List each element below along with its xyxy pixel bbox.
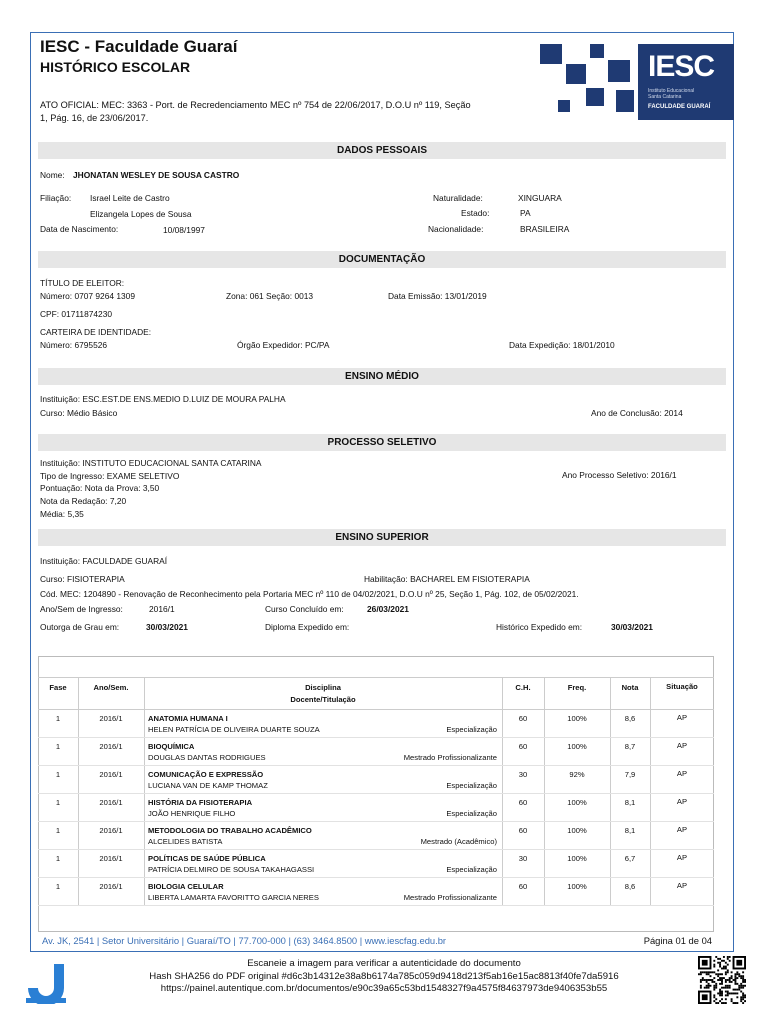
nacionalidade-value: BRASILEIRA xyxy=(520,224,570,234)
seletivo-ano: Ano Processo Seletivo: 2016/1 xyxy=(562,470,677,480)
autentique-block xyxy=(0,958,768,996)
table-column-divider xyxy=(650,677,651,906)
cell-titulacao: Mestrado Profissionalizante xyxy=(403,753,497,762)
section-ensino-medio: ENSINO MÉDIO xyxy=(38,368,726,385)
logo-sub1: Instituto Educacional xyxy=(648,88,695,94)
concluido-label: Curso Concluído em: xyxy=(265,604,344,614)
cell-fase: 1 xyxy=(55,798,61,807)
diploma-label: Diploma Expedido em: xyxy=(265,622,350,632)
cell-ano: 2016/1 xyxy=(99,798,123,807)
cell-freq: 92% xyxy=(569,770,585,779)
cell-ano: 2016/1 xyxy=(99,770,123,779)
cell-situacao: AP xyxy=(676,853,688,862)
autentique-url[interactable]: https://painel.autentique.com.br/documentos/e90c39a65c53bd1548327f9a4575f84637973de9406353b55 xyxy=(160,983,608,994)
cell-titulacao: Mestrado Profissionalizante xyxy=(403,893,497,902)
cell-docente: DOUGLAS DANTAS RODRIGUES xyxy=(148,753,266,762)
cell-disciplina: METODOLOGIA DO TRABALHO ACADÊMICO xyxy=(148,826,312,835)
cell-disciplina: POLÍTICAS DE SAÚDE PÚBLICA xyxy=(148,854,266,863)
dob-label: Data de Nascimento: xyxy=(40,224,119,234)
cell-disciplina: BIOQUÍMICA xyxy=(148,742,195,751)
cell-freq: 100% xyxy=(567,882,587,891)
footer-page-number: Página 01 de 04 xyxy=(643,935,712,946)
father-name: Israel Leite de Castro xyxy=(90,193,170,203)
document-title: HISTÓRICO ESCOLAR xyxy=(40,59,191,75)
cell-ch: 60 xyxy=(518,714,528,723)
cell-ano: 2016/1 xyxy=(99,882,123,891)
cell-freq: 100% xyxy=(567,854,587,863)
medio-curso: Curso: Médio Básico xyxy=(40,408,118,418)
cell-docente: LUCIANA VAN DE KAMP THOMAZ xyxy=(148,781,268,790)
cell-situacao: AP xyxy=(676,881,688,890)
titulo-emissao: Data Emissão: 13/01/2019 xyxy=(388,291,487,301)
rg-expedicao: Data Expedição: 18/01/2010 xyxy=(509,340,615,350)
cell-titulacao: Especialização xyxy=(446,809,497,818)
ato-oficial-line1: ATO OFICIAL: MEC: 3363 - Port. de Recredenciamento MEC nº 754 de 22/06/2017, D.O.U nº 119, Seção xyxy=(40,100,471,110)
cell-ch: 60 xyxy=(518,798,528,807)
cell-freq: 100% xyxy=(567,742,587,751)
cell-titulacao: Especialização xyxy=(446,865,497,874)
filiacao-label: Filiação: xyxy=(40,193,72,203)
concluido-value: 26/03/2021 xyxy=(367,604,409,614)
cell-disciplina: ANATOMIA HUMANA I xyxy=(148,714,228,723)
dob-value: 10/08/1997 xyxy=(163,225,205,235)
cpf: CPF: 01711874230 xyxy=(40,309,113,319)
outorga-label: Outorga de Grau em: xyxy=(40,622,120,632)
cell-freq: 100% xyxy=(567,714,587,723)
cell-situacao: AP xyxy=(676,713,688,722)
cell-disciplina: COMUNICAÇÃO E EXPRESSÃO xyxy=(148,770,264,779)
superior-cod-mec: Cód. MEC: 1204890 - Renovação de Reconhecimento pela Portaria MEC nº 110 de 04/02/2021, D.O.U nº 25, Seção 1, Pág. 102, de 05/02/2021. xyxy=(40,589,579,599)
cell-nota: 8,7 xyxy=(624,742,636,751)
seletivo-redacao: Nota da Redação: 7,20 xyxy=(40,496,127,506)
superior-habilitacao: Habilitação: BACHAREL EM FISIOTERAPIA xyxy=(364,574,530,584)
autentique-hash: Hash SHA256 do PDF original #d6c3b14312e38a8b6174a785c059d9418d213f5ab16e15ac8813f40fe7da5916 xyxy=(149,970,619,982)
footer-address: Av. JK, 2541 | Setor Universitário | Guaraí/TO | 77.700-000 | (63) 3464.8500 | www.iescfag.edu.br xyxy=(42,935,447,946)
cell-nota: 7,9 xyxy=(624,770,636,779)
row-divider xyxy=(38,793,714,794)
name-label: Nome: xyxy=(40,170,65,180)
cell-titulacao: Especialização xyxy=(446,781,497,790)
cell-docente: HELEN PATRÍCIA DE OLIVEIRA DUARTE SOUZA xyxy=(148,725,320,734)
naturalidade-value: XINGUARA xyxy=(518,193,562,203)
logo-sub2: Santa Catarina xyxy=(648,94,682,100)
table-column-divider xyxy=(78,677,79,906)
cell-docente: JOÃO HENRIQUE FILHO xyxy=(148,809,236,818)
cell-ch: 60 xyxy=(518,882,528,891)
superior-instituicao: Instituição: FACULDADE GUARAÍ xyxy=(40,556,168,566)
section-documentacao: DOCUMENTAÇÃO xyxy=(38,251,726,268)
mother-name: Elizangela Lopes de Sousa xyxy=(90,209,192,219)
titulo-label: TÍTULO DE ELEITOR: xyxy=(40,278,125,288)
rg-orgao: Órgão Expedidor: PC/PA xyxy=(237,340,330,350)
outorga-value: 30/03/2021 xyxy=(146,622,188,632)
rg-label: CARTEIRA DE IDENTIDADE: xyxy=(40,327,152,337)
student-name: JHONATAN WESLEY DE SOUSA CASTRO xyxy=(73,170,240,180)
cell-situacao: AP xyxy=(676,741,688,750)
logo-brand: IESC xyxy=(648,50,715,83)
row-divider xyxy=(38,821,714,822)
cell-ano: 2016/1 xyxy=(99,854,123,863)
historico-label: Histórico Expedido em: xyxy=(496,622,583,632)
row-divider xyxy=(38,765,714,766)
row-divider xyxy=(38,737,714,738)
table-column-divider xyxy=(610,677,611,906)
header-nota: Nota xyxy=(621,683,639,692)
cell-titulacao: Especialização xyxy=(446,725,497,734)
logo-name: FACULDADE GUARAÍ xyxy=(648,104,711,110)
cell-fase: 1 xyxy=(55,854,61,863)
iesc-logo xyxy=(638,44,734,120)
cell-ano: 2016/1 xyxy=(99,826,123,835)
cell-nota: 8,1 xyxy=(624,798,636,807)
seletivo-pontuacao: Pontuação: Nota da Prova: 3,50 xyxy=(40,483,160,493)
row-divider xyxy=(38,877,714,878)
cell-fase: 1 xyxy=(55,770,61,779)
header-docente: Docente/Titulação xyxy=(290,695,356,704)
cell-fase: 1 xyxy=(55,742,61,751)
qr-code-icon xyxy=(698,956,746,1004)
cell-ano: 2016/1 xyxy=(99,714,123,723)
table-column-divider xyxy=(144,677,145,906)
cell-ch: 30 xyxy=(518,854,528,863)
header-freq: Freq. xyxy=(567,683,587,692)
cell-disciplina: BIOLOGIA CELULAR xyxy=(148,882,224,891)
autentique-line1: Escaneie a imagem para verificar a autenticidade do documento xyxy=(247,958,521,969)
rg-numero: Número: 6795526 xyxy=(40,340,108,350)
cell-situacao: AP xyxy=(676,797,688,806)
section-dados-pessoais: DADOS PESSOAIS xyxy=(38,142,726,159)
titulo-zona: Zona: 061 Seção: 0013 xyxy=(226,291,314,301)
header-fase: Fase xyxy=(49,683,67,692)
cell-freq: 100% xyxy=(567,798,587,807)
cell-situacao: AP xyxy=(676,825,688,834)
historico-value: 30/03/2021 xyxy=(611,622,653,632)
cell-disciplina: HISTÓRIA DA FISIOTERAPIA xyxy=(148,798,253,807)
cell-docente: LIBERTA LAMARTA FAVORITTO GARCIA NERES xyxy=(148,893,319,902)
table-column-divider xyxy=(502,677,503,906)
row-divider xyxy=(38,905,714,906)
ato-oficial-line2: 1, Pág. 16, de 23/06/2017. xyxy=(40,113,149,123)
header-ano: Ano/Sem. xyxy=(93,683,129,692)
estado-value: PA xyxy=(520,208,531,218)
cell-fase: 1 xyxy=(55,882,61,891)
cell-fase: 1 xyxy=(55,714,61,723)
seletivo-tipo: Tipo de Ingresso: EXAME SELETIVO xyxy=(40,471,180,481)
estado-label: Estado: xyxy=(461,208,490,218)
ingresso-value: 2016/1 xyxy=(149,604,175,614)
cell-fase: 1 xyxy=(55,826,61,835)
institution-title: IESC - Faculdade Guaraí xyxy=(40,37,238,56)
seletivo-instituicao: Instituição: INSTITUTO EDUCACIONAL SANTA CATARINA xyxy=(40,458,262,468)
header-situacao: Situação xyxy=(666,682,698,691)
cell-nota: 8,6 xyxy=(624,882,636,891)
seletivo-media: Média: 5,35 xyxy=(40,509,84,519)
row-divider xyxy=(38,849,714,850)
naturalidade-label: Naturalidade: xyxy=(433,193,483,203)
header-ch: C.H. xyxy=(515,683,531,692)
cell-ch: 60 xyxy=(518,826,528,835)
cell-situacao: AP xyxy=(676,769,688,778)
superior-curso: Curso: FISIOTERAPIA xyxy=(40,574,125,584)
cell-ano: 2016/1 xyxy=(99,742,123,751)
cell-docente: PATRÍCIA DELMIRO DE SOUSA TAKAHAGASSI xyxy=(148,865,315,874)
cell-docente: ALCELIDES BATISTA xyxy=(148,837,223,846)
cell-freq: 100% xyxy=(567,826,587,835)
ingresso-label: Ano/Sem de Ingresso: xyxy=(40,604,123,614)
cell-titulacao: Mestrado (Acadêmico) xyxy=(420,837,497,846)
medio-conclusao: Ano de Conclusão: 2014 xyxy=(591,408,683,418)
cell-nota: 8,1 xyxy=(624,826,636,835)
cell-nota: 6,7 xyxy=(624,854,636,863)
section-ensino-superior: ENSINO SUPERIOR xyxy=(38,529,726,546)
cell-ch: 60 xyxy=(518,742,528,751)
cell-nota: 8,6 xyxy=(624,714,636,723)
titulo-numero: Número: 0707 9264 1309 xyxy=(40,291,135,301)
section-processo-seletivo: PROCESSO SELETIVO xyxy=(38,434,726,451)
header-disciplina: Disciplina xyxy=(305,683,341,692)
medio-instituicao: Instituição: ESC.EST.DE ENS.MEDIO D.LUIZ DE MOURA PALHA xyxy=(40,394,286,404)
nacionalidade-label: Nacionalidade: xyxy=(428,224,484,234)
cell-ch: 30 xyxy=(518,770,528,779)
table-column-divider xyxy=(544,677,545,906)
